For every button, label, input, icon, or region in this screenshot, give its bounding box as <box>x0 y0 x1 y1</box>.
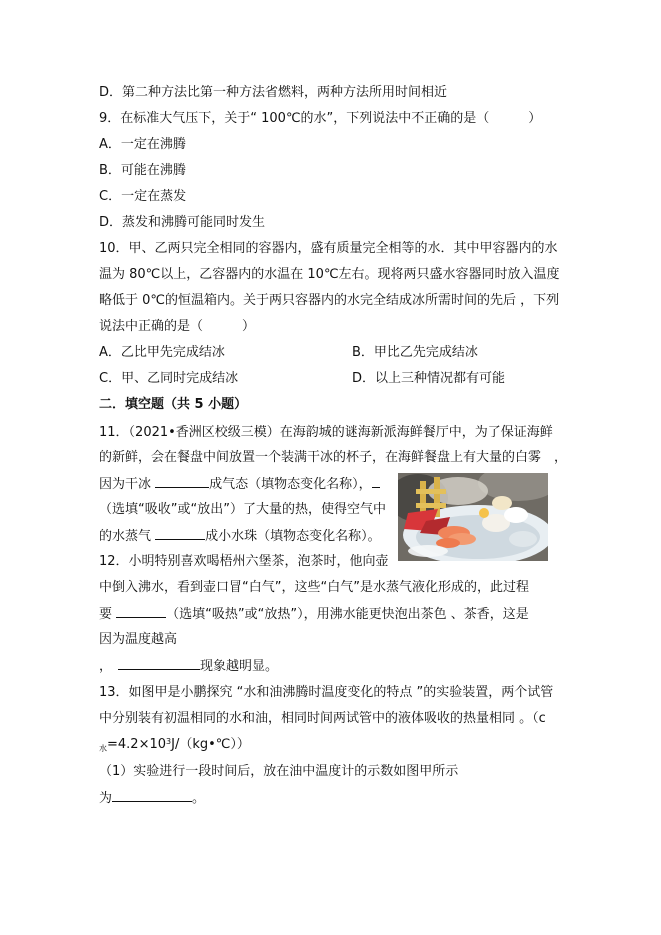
q12-stem-line2: 中倒入沸水，看到壶口冒“白气”，这些“白气”是水蒸气液化形成的，此过程 <box>99 580 529 595</box>
q12-stem-line3: 要 （选填“吸热”或“放热”），用沸水能更快泡出茶色 、茶香，这是 <box>99 607 529 622</box>
q10-option-b: B．甲比乙先完成结冰 <box>352 345 478 360</box>
q11-stem-line3: 因为干冰 成气态（填物态变化名称）， <box>99 476 380 493</box>
q11-stem-line4: （选填“吸收”或“放出”）了大量的热，使得空气中 <box>99 502 386 517</box>
q13-stem-line2: 中分别装有初温相同的水和油，相同时间两试管中的液体吸收的热量相同 。（c <box>99 711 546 726</box>
q11-stem-line2: 的新鲜，会在餐盘中间放置一个装满干冰的杯子，在海鲜餐盘上有大量的白雾 ， <box>99 450 568 465</box>
seafood-platter-image <box>398 473 548 561</box>
q13-part1-line1: （1）实验进行一段时间后，放在油中温度计的示数如图甲所示 <box>99 764 459 779</box>
section-heading-fill-in: 二．填空题（共 5 小题） <box>99 397 248 412</box>
q11-answer-blank-1[interactable] <box>155 476 209 488</box>
q10-option-d: D．以上三种情况都有可能 <box>352 371 506 386</box>
q10-stem-line3: 略低于 0℃的恒温箱内。关于两只容器内的水完全结成冰所需时间的先后 ，下列 <box>99 293 560 308</box>
q10-stem-line4: 说法中正确的是（ ） <box>99 319 256 334</box>
q9-stem: 9．在标准大气压下，关于“ 100℃的水”，下列说法中不正确的是（ ） <box>99 111 542 126</box>
q12-answer-blank-1[interactable] <box>116 606 166 618</box>
q11-answer-blank-2[interactable] <box>372 476 380 488</box>
seafood-platter-photo <box>398 473 548 561</box>
q11-stem-line5: 的水蒸气 成小水珠（填物态变化名称）。 <box>99 529 381 544</box>
q9-option-d: D．蒸发和沸腾可能同时发生 <box>99 215 266 230</box>
q10-stem-line1: 10．甲、乙两只完全相同的容器内，盛有质量完全相等的水．其中甲容器内的水 <box>99 241 558 256</box>
q12-answer-blank-2[interactable] <box>118 658 200 670</box>
q12-stem-line5: ， 现象越明显。 <box>99 659 279 674</box>
q9-option-a: A．一定在沸腾 <box>99 137 186 152</box>
q11-answer-blank-3[interactable] <box>155 528 205 540</box>
q12-stem-line1: 12．小明特别喜欢喝梧州六堡茶，泡茶时，他向壶 <box>99 554 389 569</box>
q13-part1-line2: 为 。 <box>99 791 206 806</box>
q13-specific-heat-formula: $_水=4.2\times 10^3J/(kg•℃)$） <box>99 737 250 753</box>
q10-option-c: C．甲、乙同时完成结冰 <box>99 371 239 386</box>
q9-option-b: B．可能在沸腾 <box>99 163 186 178</box>
q12-stem-line4: 因为温度越高 <box>99 632 178 647</box>
q13-stem-line1: 13．如图甲是小鹏探究 “水和油沸腾时温度变化的特点 ”的实验装置，两个试管 <box>99 685 554 700</box>
q13-answer-blank-1[interactable] <box>112 790 192 802</box>
q8-option-d: D．第二种方法比第一种方法省燃料，两种方法所用时间相近 <box>99 85 448 100</box>
q10-option-a: A．乙比甲先完成结冰 <box>99 345 225 360</box>
q9-option-c: C．一定在蒸发 <box>99 189 187 204</box>
q11-stem-line1: 11．（2021•香洲区校级三模）在海韵城的谜海新派海鲜餐厅中，为了保证海鲜 <box>99 425 553 440</box>
q10-stem-line2: 温为 80℃以上，乙容器内的水温在 10℃左右。现将两只盛水容器同时放入温度 <box>99 267 560 282</box>
